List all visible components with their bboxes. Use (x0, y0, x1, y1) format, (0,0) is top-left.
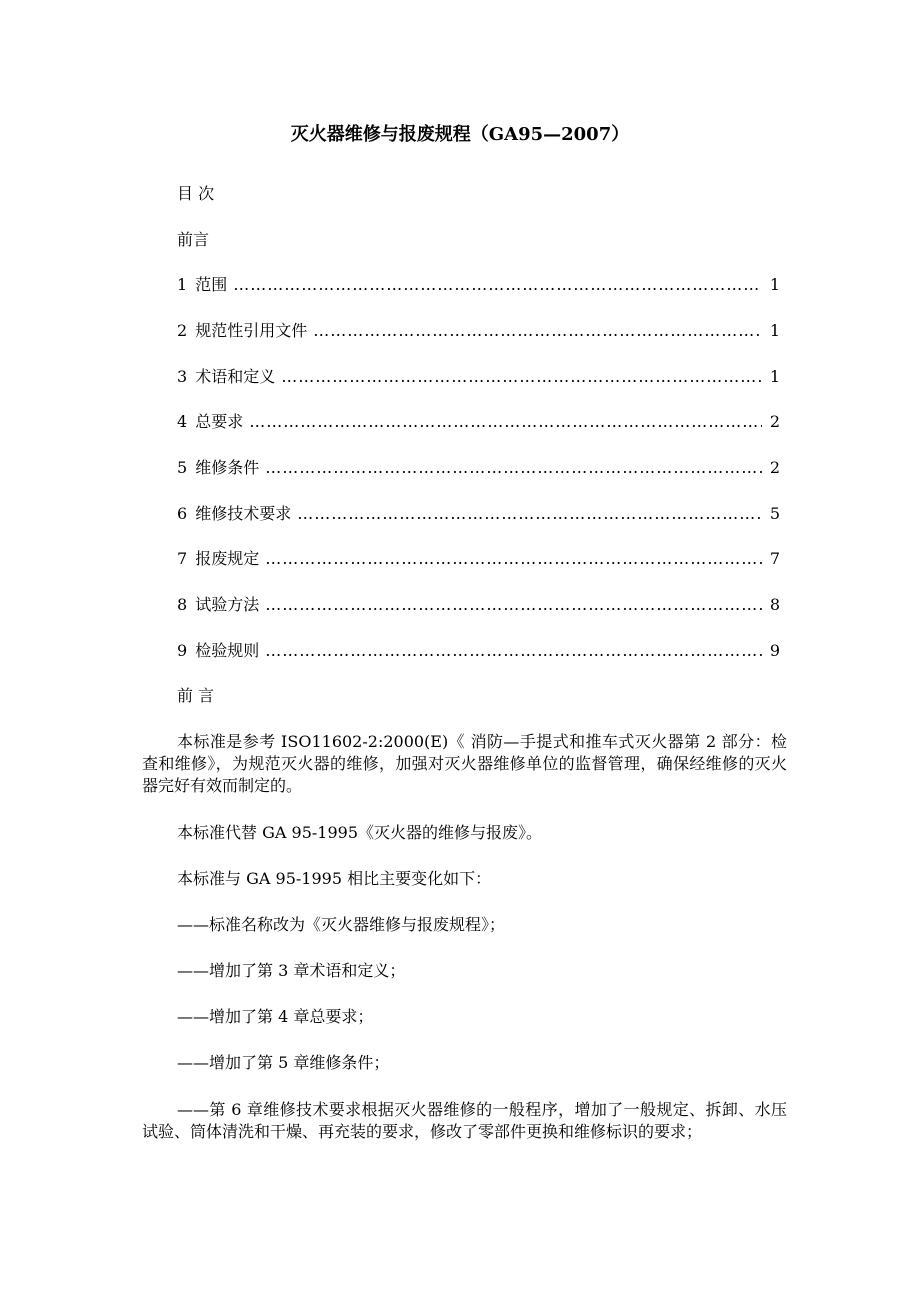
toc-leader-dots (233, 273, 762, 297)
toc-leader-dots (265, 547, 762, 571)
toc-entry-page: 2 (769, 458, 780, 477)
toc-entry-label: 维修技术要求 (195, 504, 292, 523)
toc-entry-label: 维修条件 (195, 458, 260, 477)
change-list-item: ——增加了第 5 章维修条件； (177, 1053, 390, 1072)
toc-leader-dots (249, 410, 762, 434)
toc-entry-number: 1 (177, 275, 188, 294)
toc-entry-label: 报废规定 (195, 549, 260, 568)
toc-entry-label: 范围 (195, 275, 228, 294)
toc-entry (177, 319, 780, 343)
foreword-paragraph: 本标准与 GA 95-1995 相比主要变化如下： (177, 869, 492, 888)
toc-entry-label: 检验规则 (195, 641, 260, 660)
change-list-item: ——增加了第 3 章术语和定义； (177, 961, 406, 980)
change-list-item: ——增加了第 4 章总要求； (177, 1007, 374, 1026)
change-list-item: ——第 6 章维修技术要求根据灭火器维修的一般程序，增加了一般规定、拆卸、水压试验、筒体清洗和干燥、再充装的要求，修改了零部件更换和维修标识的要求； (142, 1100, 787, 1141)
toc-entry-page: 8 (769, 595, 780, 614)
toc-entry-number: 2 (177, 321, 188, 340)
toc-entry-page: 5 (769, 504, 780, 523)
toc-entry-label: 试验方法 (195, 595, 260, 614)
toc-entry-page: 1 (769, 367, 780, 386)
toc-entry-number: 4 (177, 412, 188, 431)
toc-entry-page: 1 (769, 321, 780, 340)
toc-entry-label: 总要求 (195, 412, 244, 431)
toc-entry-label: 规范性引用文件 (195, 321, 308, 340)
toc-leader-dots (281, 365, 762, 389)
toc-heading: 目 次 (177, 184, 215, 203)
toc-entry-number: 6 (177, 504, 188, 523)
foreword-paragraph: 本标准是参考 ISO11602-2:2000(E)《 消防—手提式和推车式灭火器第 2 部分：检查和维修》，为规范灭火器的维修，加强对灭火器维修单位的监督管理，确保经维修的灭火器完好有效而制定的。 (142, 732, 787, 795)
toc-foreword-entry: 前言 (177, 230, 210, 249)
toc-leader-dots (265, 456, 762, 480)
toc-entry (177, 547, 780, 571)
toc-entry-label: 术语和定义 (195, 367, 276, 386)
toc-entry (177, 410, 780, 434)
toc-entry-page: 7 (769, 549, 780, 568)
toc-leader-dots (265, 593, 762, 617)
toc-entry (177, 639, 780, 663)
toc-entry (177, 273, 780, 297)
toc-entry-number: 7 (177, 549, 188, 568)
toc-entry (177, 593, 780, 617)
toc-leader-dots (265, 639, 762, 663)
toc-leader-dots (297, 502, 762, 526)
toc-entry-number: 8 (177, 595, 188, 614)
toc-entry (177, 365, 780, 389)
toc-entry-page: 1 (769, 275, 780, 294)
toc-leader-dots (313, 319, 762, 343)
toc-entry (177, 502, 780, 526)
foreword-paragraph: 本标准代替 GA 95-1995《灭火器的维修与报废》。 (177, 823, 542, 842)
toc-entry-number: 3 (177, 367, 188, 386)
toc-entry-page: 9 (769, 641, 780, 660)
toc-entry-number: 9 (177, 641, 188, 660)
document-title: 灭火器维修与报废规程（GA95—2007） (290, 124, 630, 145)
change-list-item: ——标准名称改为《灭火器维修与报废规程》； (177, 915, 506, 934)
toc-entry-number: 5 (177, 458, 188, 477)
toc-entry-page: 2 (769, 412, 780, 431)
toc-entry (177, 456, 780, 480)
foreword-heading: 前 言 (177, 686, 215, 705)
